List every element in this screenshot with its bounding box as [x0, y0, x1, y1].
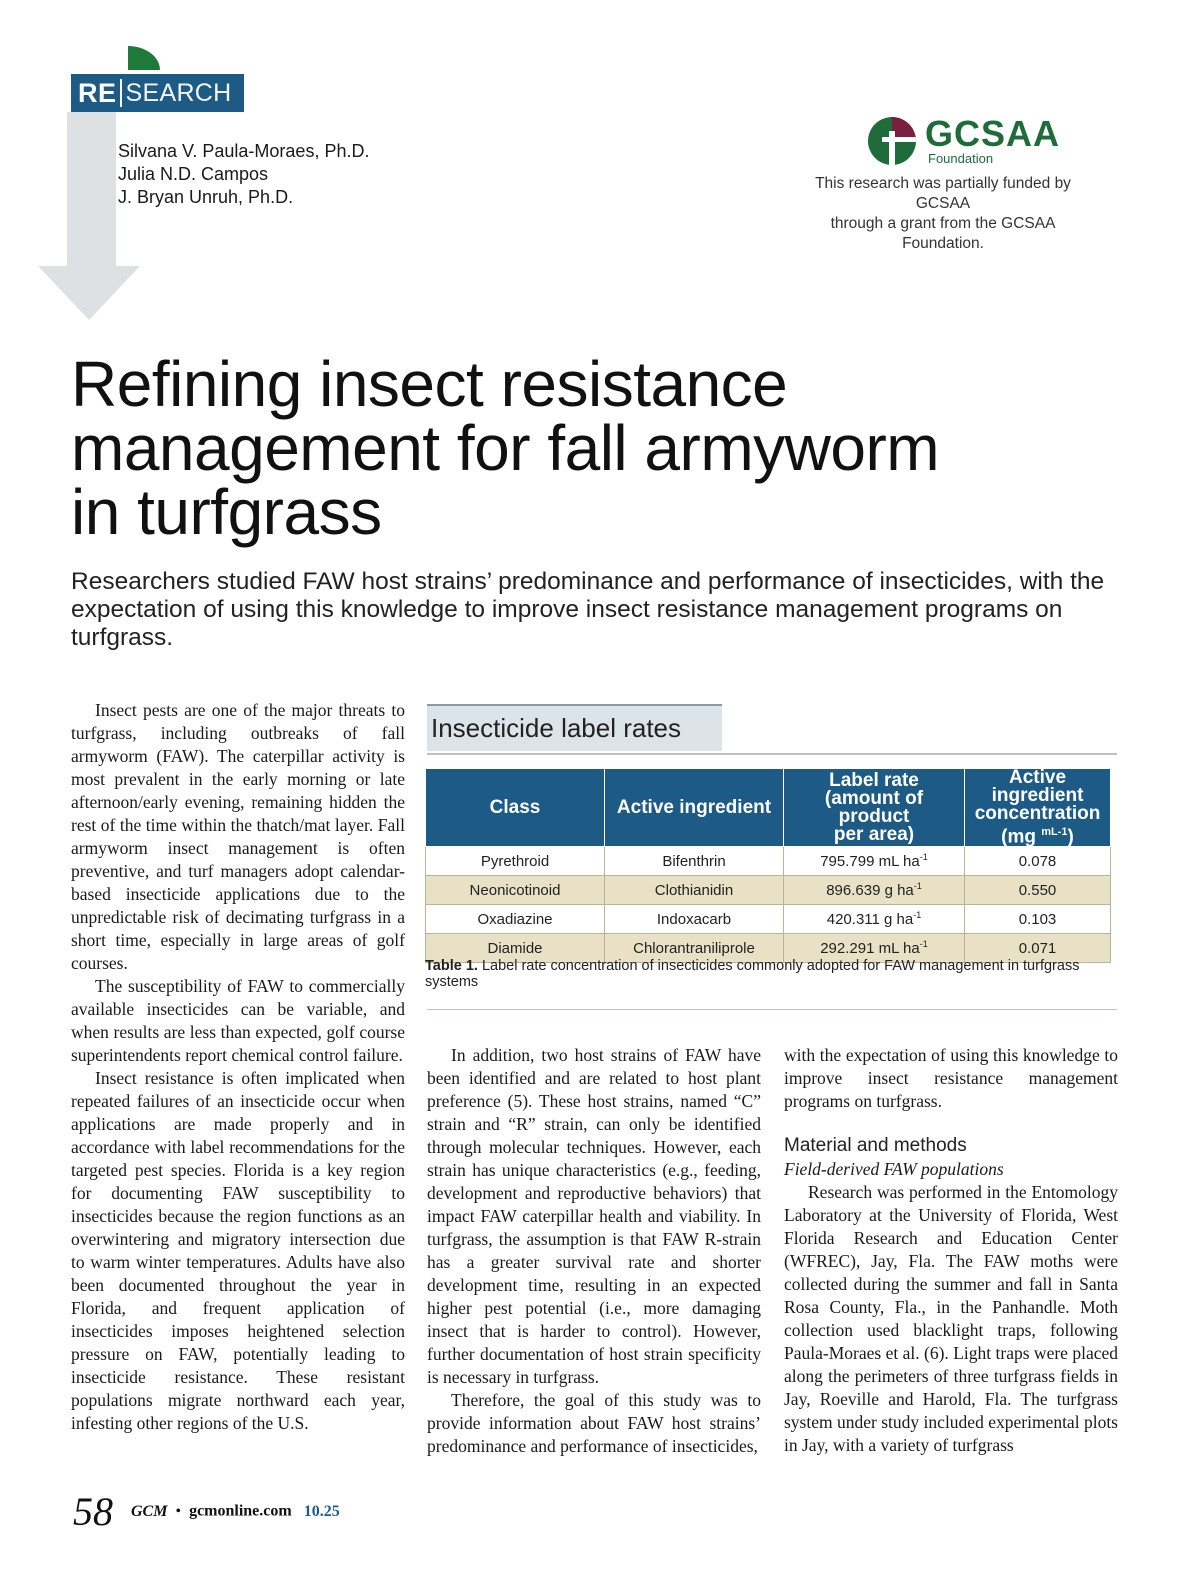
caption-text: Label rate concentration of insecticides commonly adopted for FAW management in turfgrass systems: [425, 958, 1080, 990]
title-line: in turfgrass: [71, 476, 382, 548]
paragraph: Insect pests are one of the major threats to turfgrass, including outbreaks of fall armyworm (FAW). The caterpillar activity is most prevalent in the early morning or late afternoon/early evening, remaining hidden the rest of the time within the thatch/mat layer. Fall armyworm insect management is often preventive, and turf managers adopt calendar-based insecticide applications due to the unpredictable risk of decimating turfgrass in a short time, especially in large areas of golf courses.: [71, 700, 405, 973]
gcsaa-foundation-logo: [868, 113, 1098, 167]
title-line: management for fall armyworm: [71, 412, 940, 484]
rate-sup: -1: [919, 939, 928, 950]
header-label-rate-line: Label rate: [829, 769, 919, 791]
cell-class: Neonicotinoid: [426, 876, 605, 905]
section-heading: Material and methods: [784, 1135, 967, 1156]
logo-sub: Foundation: [928, 151, 994, 166]
badge-search: SEARCH: [125, 78, 232, 107]
article-subtitle: Researchers studied FAW host strains’ predominance and performance of insecticides, with the expectation of using this knowledge to improve insect resistance management programs on turfgrass.: [71, 568, 1105, 651]
header-label-rate: [784, 769, 965, 847]
paragraph: Therefore, the goal of this study was to provide information about FAW host strains’ predominance and performance of insecticides,: [427, 1390, 761, 1456]
paragraph: Insect resistance is often implicated when repeated failures of an insecticide occur when applications are made properly and in accordance with label recommendations for the targeted pest species. Florida is a key region for documenting FAW susceptibility to insecticides because the region functions as an overwintering and migratory intersection due to warm winter temperatures. Adults have also been documented throughout the year in Florida, and frequent application of insecticides imposes heightened selection pressure on FAW, potentially leading to insecticide resistance. These resistant populations migrate northward each year, infesting other regions of the U.S.: [71, 1068, 405, 1433]
section-divider: [427, 1009, 1117, 1010]
author: J. Bryan Unruh, Ph.D.: [118, 187, 294, 207]
cell-concentration: 0.071: [965, 934, 1111, 963]
table-row: [426, 847, 1111, 876]
body-column-1: [71, 699, 405, 1435]
header-concentration-sup: mL-1: [1041, 826, 1068, 838]
rate-value: 292.291 mL ha: [820, 940, 920, 958]
author: Julia N.D. Campos: [118, 164, 269, 184]
author-list: [118, 140, 369, 209]
cell-rate: [784, 876, 965, 905]
section-subheading: Field-derived FAW populations: [784, 1159, 1004, 1179]
body-column-3: [784, 1044, 1118, 1457]
badge-re: RE: [78, 77, 117, 108]
caption-label: Table 1.: [425, 958, 478, 974]
cell-active: Clothianidin: [605, 876, 784, 905]
header-concentration-line: Active ingredient: [991, 767, 1084, 806]
header-label-rate-line: (amount of product: [824, 787, 924, 827]
website: gcmonline.com: [189, 1502, 292, 1520]
research-badge: [71, 74, 244, 112]
gcsaa-emblem-icon: [868, 117, 916, 165]
header-active-ingredient: Active ingredient: [605, 769, 784, 847]
body-column-2: [427, 1044, 761, 1458]
article-title: [71, 348, 1131, 548]
issue-date: 10.25: [303, 1502, 340, 1520]
page-footer: [73, 1488, 340, 1535]
table-row: [426, 905, 1111, 934]
table-caption: [425, 958, 1125, 990]
rate-value: 420.311 g ha: [826, 911, 914, 929]
rate-value: 896.639 g ha: [826, 882, 914, 900]
cell-active: Bifenthrin: [605, 847, 784, 876]
header-concentration: [965, 769, 1111, 847]
logo-name: GCSAA: [925, 113, 1061, 154]
header-class: Class: [426, 769, 605, 847]
insecticide-table: [425, 768, 1111, 963]
funding-line: This research was partially funded by GCSAA: [815, 175, 1071, 212]
header-concentration-unit: (mg: [1001, 826, 1042, 848]
footer-bullet: •: [175, 1502, 182, 1520]
box-underline: [427, 753, 1117, 755]
cell-class: Pyrethroid: [426, 847, 605, 876]
magazine-name: GCM: [131, 1502, 168, 1520]
badge-separator: [120, 79, 122, 107]
table-row: [426, 876, 1111, 905]
rate-sup: -1: [913, 881, 922, 892]
cell-rate: [784, 847, 965, 876]
cell-class: Diamide: [426, 934, 605, 963]
header-concentration-line: [969, 823, 1106, 846]
page-number: 58: [73, 1489, 113, 1534]
funding-note: [790, 174, 1096, 254]
cell-active: Chlorantraniliprole: [605, 934, 784, 963]
paragraph: The susceptibility of FAW to commercially available insecticides can be variable, and when results are less than expected, golf course superintendents report chemical control failure.: [71, 976, 405, 1065]
header-label-rate-line: per area): [833, 823, 915, 845]
funding-line: through a grant from the GCSAA Foundation.: [830, 215, 1056, 252]
cell-active: Indoxacarb: [605, 905, 784, 934]
table-box-title: Insecticide label rates: [427, 706, 722, 751]
paragraph: In addition, two host strains of FAW have been identified and are related to host plant preference (5). These host strains, named “C” strain and “R” strain, can only be identified through molecular techniques. However, each strain has unique characteristics (e.g., feeding, development and reproductive behaviors) that impact FAW caterpillar health and viability. In turfgrass, the assumption is that FAW R-strain has a greater survival rate and shorter development time, resulting in an expected higher pest potential (i.e., more damaging insect that is harder to control). However, further documentation of host strain specificity is necessary in turfgrass.: [427, 1045, 761, 1387]
paragraph: Research was performed in the Entomology Laboratory at the University of Florida, West Florida Research and Education Center (WFREC), Jay, Fla. The FAW moths were collected during the summer and fall in Santa Rosa County, Fla., in the Panhandle. Moth collection used blacklight traps, following Paula-Moraes et al. (6). Light traps were placed along the perimeters of three turfgrass fields in Jay, Roeville and Harold, Fla. The turfgrass system under study included experimental plots in Jay, with a variety of turfgrass: [784, 1182, 1118, 1455]
cell-rate: [784, 905, 965, 934]
down-arrow-icon: [38, 266, 140, 320]
rate-value: 795.799 mL ha: [820, 853, 920, 871]
rate-sup: -1: [919, 852, 928, 863]
decorative-arrow-shaft: [67, 112, 116, 267]
header-concentration-close: ): [1067, 826, 1074, 848]
rate-sup: -1: [913, 910, 922, 921]
title-line: Refining insect resistance: [71, 348, 788, 420]
leaf-icon: [128, 46, 160, 70]
cell-class: Oxadiazine: [426, 905, 605, 934]
header-concentration-line: concentration: [974, 803, 1101, 824]
cell-concentration: 0.078: [965, 847, 1111, 876]
author: Silvana V. Paula-Moraes, Ph.D.: [118, 141, 370, 161]
paragraph: with the expectation of using this knowledge to improve insect resistance management programs on turfgrass.: [784, 1045, 1118, 1111]
cell-concentration: 0.550: [965, 876, 1111, 905]
cell-concentration: 0.103: [965, 905, 1111, 934]
